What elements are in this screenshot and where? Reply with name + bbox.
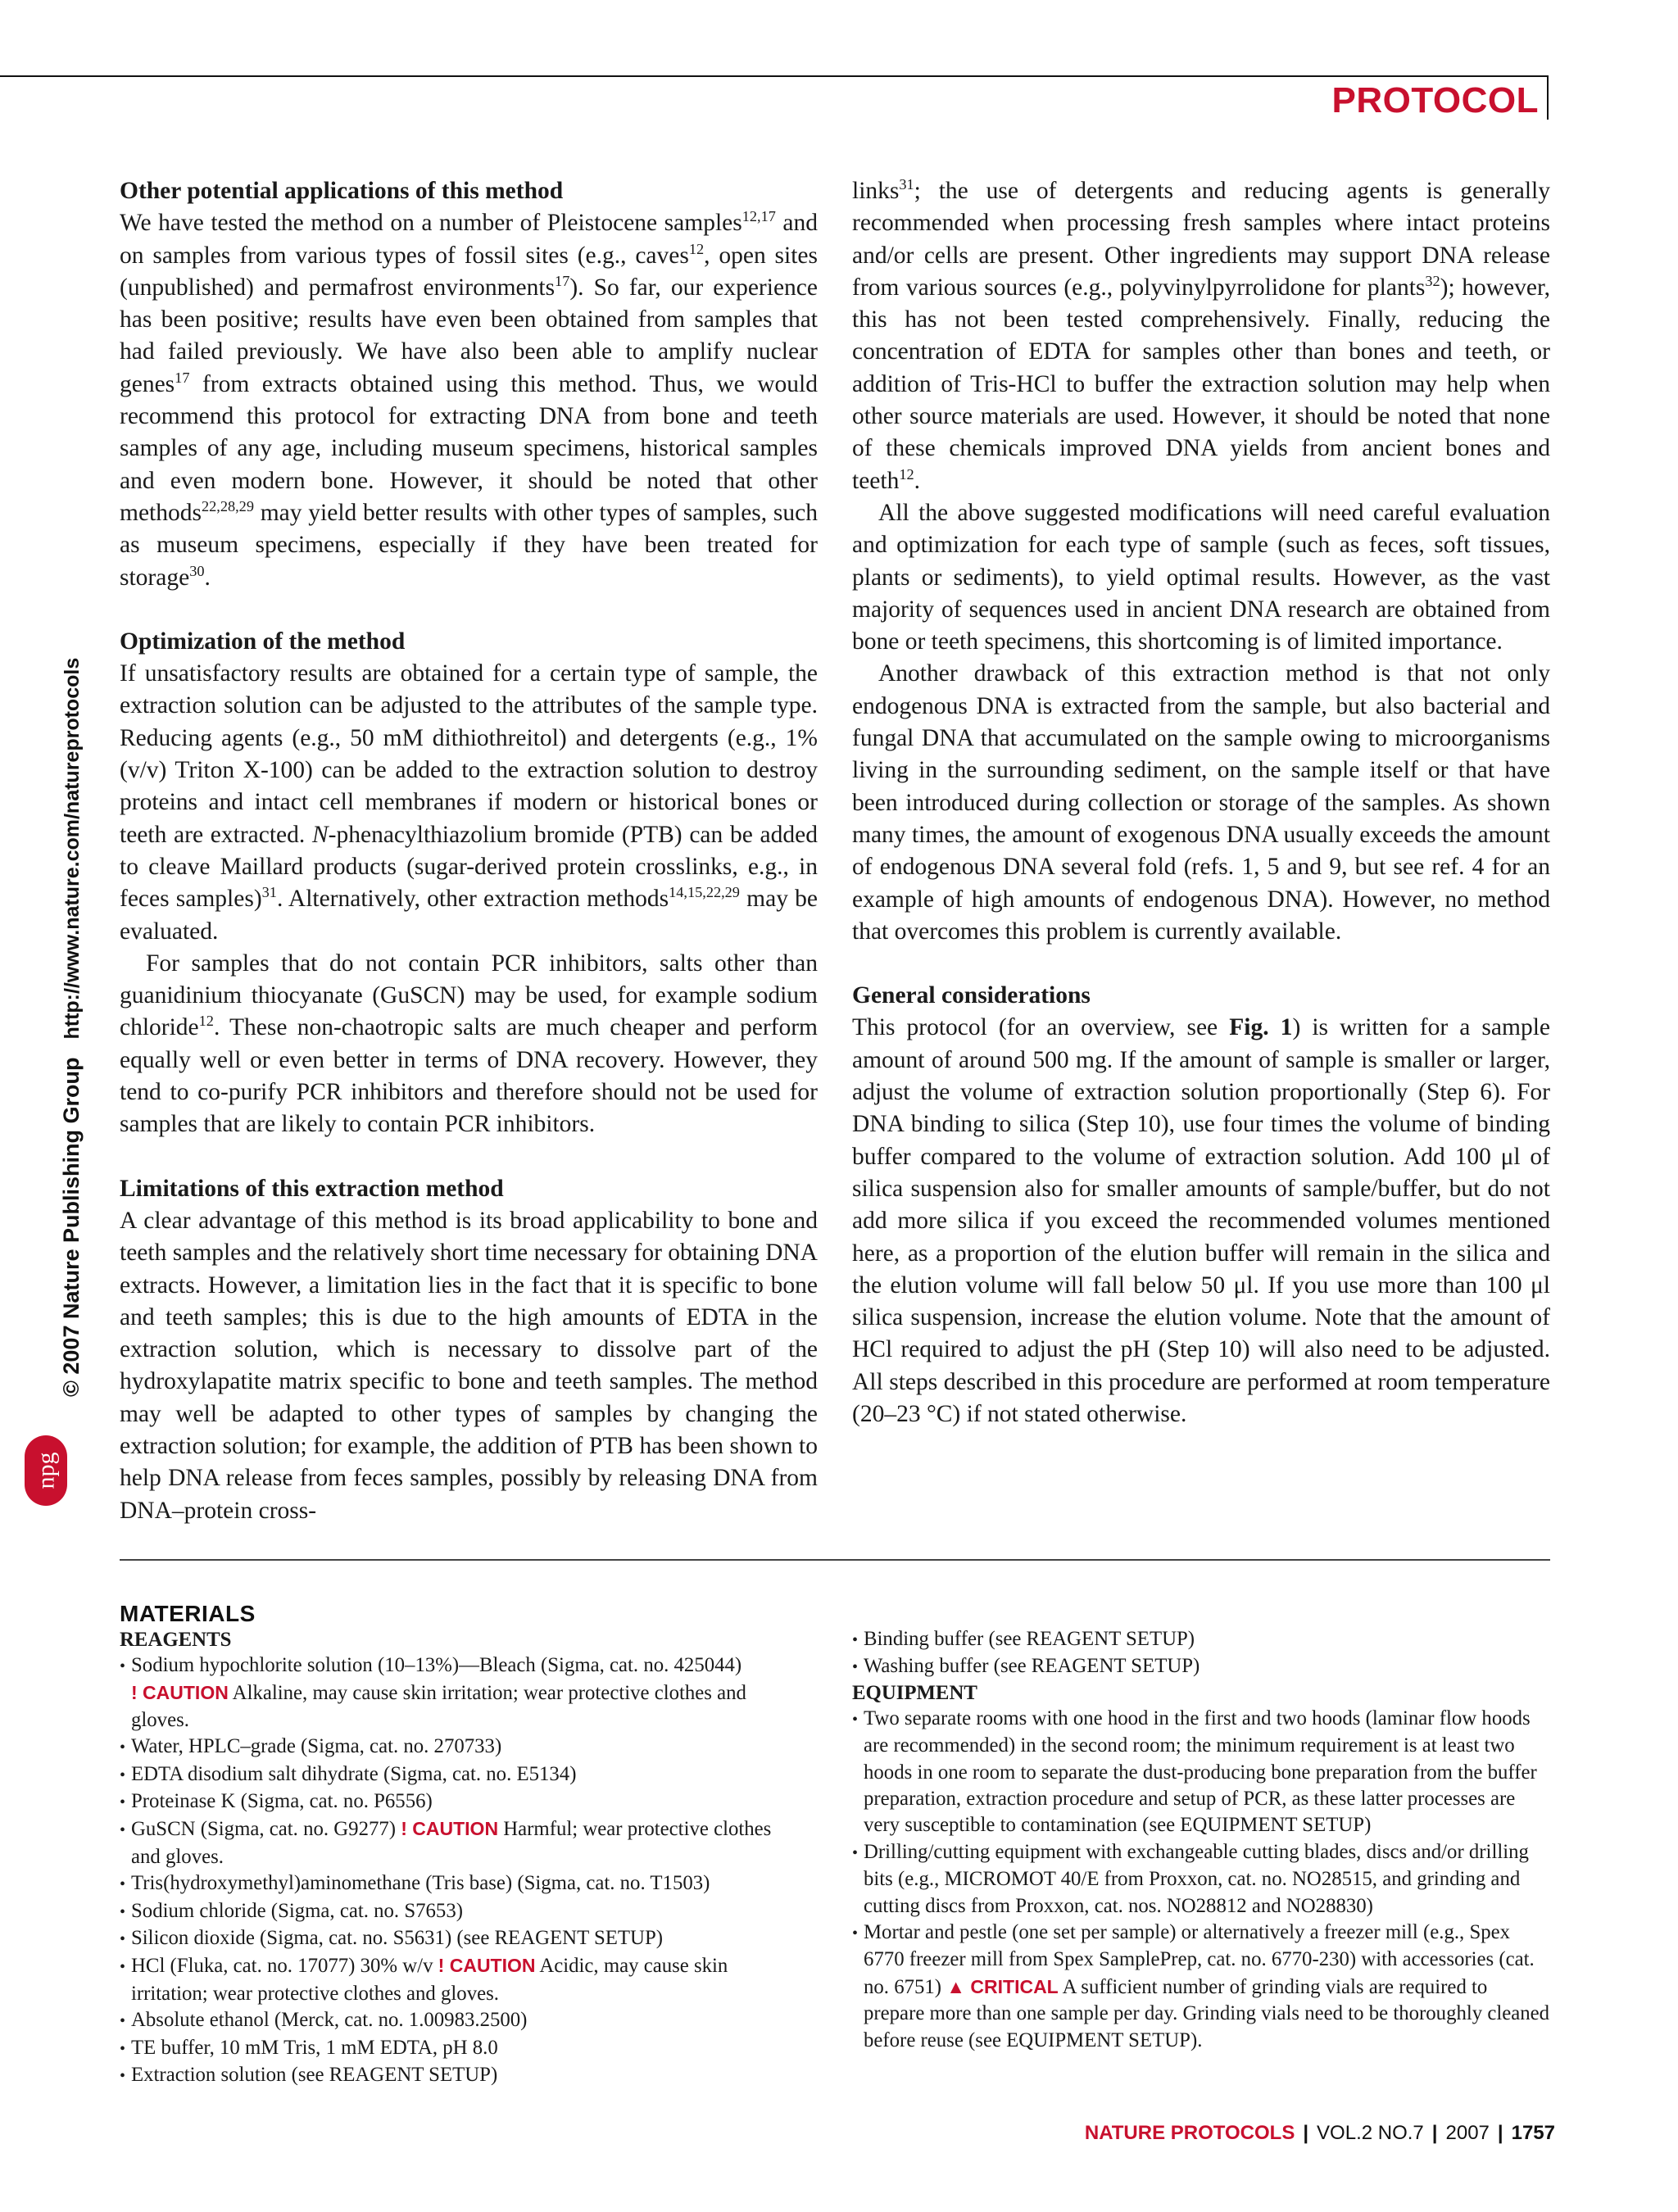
paragraph-optimization-1: If unsatisfactory results are obtained for a certain type of sample, the extraction solution can be adjusted to the attributes of the sample type. Reducing agents (e.g., 50 mM dithiothreitol) and detergents (e.g., 1% (v/v) Triton X-100) can be added to the extraction solution to destroy proteins and intact cell membranes if modern or historical bones or teeth are extracted. N-phenacylthiazolium bromide (PTB) can be added to cleave Maillard products (sugar-derived protein crosslinks, e.g., in feces samples)$^{31}$. Alternatively, other extraction methods$^{14,15,22,29}$ may be evaluated.	[120, 660, 818, 945]
right-column	[852, 175, 1550, 1430]
materials-title: MATERIALS	[120, 1601, 256, 1626]
reagent-item: • GuSCN (Sigma, cat. no. G9277) ! CAUTION Harmful; wear protective clothes and gloves.	[120, 1815, 801, 1870]
reagent-item: • Silicon dioxide (Sigma, cat. no. S5631) (see REAGENT SETUP)	[120, 1925, 801, 1952]
reagent-item: • EDTA disodium salt dihydrate (Sigma, cat. no. E5134)	[120, 1761, 801, 1788]
copyright-text: © 2007 Nature Publishing Group	[59, 1057, 84, 1397]
journal-url[interactable]: http://www.nature.com/natureprotocols	[61, 657, 84, 1040]
reagent-item: • Tris(hydroxymethyl)aminomethane (Tris base) (Sigma, cat. no. T1503)	[120, 1870, 801, 1897]
footer-journal: NATURE PROTOCOLS	[1084, 2122, 1295, 2144]
equipment-title: EQUIPMENT	[852, 1681, 977, 1704]
reagent-item: • Proteinase K (Sigma, cat. no. P6556)	[120, 1788, 801, 1815]
footer-volume: VOL.2 NO.7	[1317, 2122, 1424, 2144]
materials-right	[852, 1626, 1550, 2054]
page-number: 1757	[1511, 2122, 1555, 2144]
figure-reference[interactable]: Fig. 1	[1229, 1014, 1293, 1041]
critical-label: ▲ CRITICAL	[946, 1975, 1059, 1997]
equipment-item: • Drilling/cutting equipment with exchangeable cutting blades, discs and/or drilling bits (e.g., MICROMOT 40/E from Proxxon, cat. no. NO28515, and grinding and cutting discs from Proxxon, cat. nos. NO28812 and NO28830)	[852, 1839, 1550, 1920]
reagent-item: • Washing buffer (see REAGENT SETUP)	[852, 1653, 1550, 1680]
npg-logo-text: npg	[32, 1452, 59, 1489]
caution-label: ! CAUTION	[401, 1818, 499, 1840]
equipment-item: • Two separate rooms with one hood in the first and two hoods (laminar flow hoods are recommended) in the second room; the minimum requirement is at least two hoods in one room to separate the dust-producing bone preparation from the buffer preparation, extraction procedure and setup of PCR, as these latter processes are very susceptible to contamination (see EQUIPMENT SETUP)	[852, 1706, 1550, 1839]
reagent-item: • Absolute ethanol (Merck, cat. no. 1.00983.2500)	[120, 2007, 801, 2034]
reagent-item: • HCl (Fluka, cat. no. 17077) 30% w/v ! CAUTION Acidic, may cause skin irritation; wear protective clothes and gloves.	[120, 1952, 801, 2007]
reagent-item: • Sodium chloride (Sigma, cat. no. S7653)	[120, 1898, 801, 1925]
header-rule	[0, 75, 1549, 77]
reagent-item: • Water, HPLC–grade (Sigma, cat. no. 270733)	[120, 1734, 801, 1761]
left-column	[120, 175, 818, 1527]
reagent-item: • TE buffer, 10 mM Tris, 1 mM EDTA, pH 8.0	[120, 2035, 801, 2062]
page-footer: NATURE PROTOCOLS | VOL.2 NO.7 | 2007 | 1757	[1084, 2122, 1555, 2144]
paragraph-modifications: All the above suggested modifications will need careful evaluation and optimization for each type of sample (such as feces, soft tissues, plants or sediments), to yield optimal results. However, as the vast majority of sequences used in ancient DNA research are obtained from bone or teeth specimens, this shortcoming is of limited importance.	[852, 499, 1550, 655]
materials-left	[120, 1600, 801, 2090]
copyright-sidebar	[59, 658, 84, 1397]
section-title-general: General considerations	[852, 982, 1091, 1009]
footer-year: 2007	[1445, 2122, 1490, 2144]
reagent-item: • Extraction solution (see REAGENT SETUP)	[120, 2062, 801, 2089]
caution-label: ! CAUTION	[438, 1955, 536, 1977]
paragraph-optimization-2: For samples that do not contain PCR inhibitors, salts other than guanidinium thiocyanate (GuSCN) may be used, for example sodium chloride$^{12}$. These non-chaotropic salts are much cheaper and perform equally well or even better in terms of DNA recovery. However, they tend to co-purify PCR inhibitors and therefore should not be used for samples that are likely to contain PCR inhibitors.	[120, 950, 818, 1138]
paragraph-other-applications: We have tested the method on a number of Pleistocene samples$^{12,17}$ and on samples from various types of fossil sites (e.g., caves$^{12}$, open sites (unpublished) and permafrost environments$^{17}$). So far, our experience has been positive; results have even been obtained from samples that had failed previously. We have also been able to amplify nuclear genes$^{17}$ from extracts obtained using this method. Thus, we would recommend this protocol for extracting DNA from bone and teeth samples of any age, including museum specimens, historical samples and even modern bone. However, it should be noted that other methods$^{22,28,29}$ may yield better results with other types of samples, such as museum specimens, especially if they have been treated for storage$^{30}$.	[120, 208, 819, 591]
section-label: PROTOCOL	[1331, 80, 1539, 120]
header-rule-tick	[1547, 75, 1549, 120]
section-title-other-applications: Other potential applications of this method	[120, 178, 564, 204]
reagent-item: • Binding buffer (see REAGENT SETUP)	[852, 1626, 1550, 1653]
reagent-item: • Sodium hypochlorite solution (10–13%)—Bleach (Sigma, cat. no. 425044)	[120, 1652, 801, 1679]
materials-divider	[120, 1559, 1550, 1561]
npg-logo	[25, 1435, 67, 1506]
reagents-title: REAGENTS	[120, 1629, 232, 1651]
equipment-item: • Mortar and pestle (one set per sample) or alternatively a freezer mill (e.g., Spex 6770 freezer mill from Spex SamplePrep, cat. no. 6770-230) with accessories (cat. no. 6751) ▲ CRITICAL A sufficient number of grinding vials are required to prepare more than one sample per day. Grinding vials need to be thoroughly cleaned before reuse (see EQUIPMENT SETUP).	[852, 1920, 1550, 2054]
section-title-limitations: Limitations of this extraction method	[120, 1175, 504, 1202]
paragraph-drawback: Another drawback of this extraction method is that not only endogenous DNA is extracted from the sample, but also bacterial and fungal DNA that accumulated on the sample owing to microorganisms living in the surrounding sediment, on the sample itself or that have been introduced during collection or storage of the samples. As shown many times, the amount of exogenous DNA usually exceeds the amount of endogenous DNA several fold (refs. 1, 5 and 9, but see ref. 4 for an example of high amounts of endogenous DNA). However, no method that overcomes this problem is currently available.	[852, 660, 1550, 945]
caution-label: ! CAUTION	[131, 1682, 229, 1704]
paragraph-general: This protocol (for an overview, see Fig. 1) is written for a sample amount of around 500 mg. If the amount of sample is smaller or larger, adjust the volume of extraction solution proportionally (Step 6). For DNA binding to silica (Step 10), use four times the volume of binding buffer compared to the volume of extraction solution. Add 100 μl of silica suspension also for smaller amounts of sample/buffer, but do not add more silica if you exceed the recommended volumes mentioned here, as a proportion of the elution buffer will remain in the silica and the elution volume will fall below 50 μl. If you use more than 100 μl silica suspension, increase the elution volume. Note that the amount of HCl required to adjust the pH (Step 10) will also need to be adjusted. All steps described in this procedure are performed at room temperature (20–23 °C) if not stated otherwise.	[852, 1014, 1550, 1427]
section-title-optimization: Optimization of the method	[120, 628, 406, 655]
reagent-caution: ! CAUTION Alkaline, may cause skin irritation; wear protective clothes and gloves.	[131, 1682, 746, 1731]
paragraph-limitations: A clear advantage of this method is its broad applicability to bone and teeth samples and the relatively short time necessary for obtaining DNA extracts. However, a limitation lies in the fact that it is specific to bone and teeth samples; this is due to the high amounts of EDTA in the extraction solution, which is necessary to dissolve part of the hydroxylapatite matrix specific to bone and teeth samples. The method may well be adapted to other types of samples by changing the extraction solution; for example, the addition of PTB has been shown to help DNA release from feces samples, possibly by releasing DNA from DNA–protein cross-	[120, 1207, 818, 1524]
paragraph-limitations-cont: links$^{31}$; the use of detergents and reducing agents is generally recommended when processing fresh samples where intact proteins and/or cells are present. Other ingredients may support DNA release from various sources (e.g., polyvinylpyrrolidone for plants$^{32}$); however, this has not been tested comprehensively. Finally, reducing the concentration of EDTA for samples other than bones and teeth, or addition of Tris-HCl to buffer the extraction solution may help when other source materials are used. However, it should be noted that none of these chemicals improved DNA yields from ancient bones and teeth$^{12}$.	[852, 176, 1550, 494]
